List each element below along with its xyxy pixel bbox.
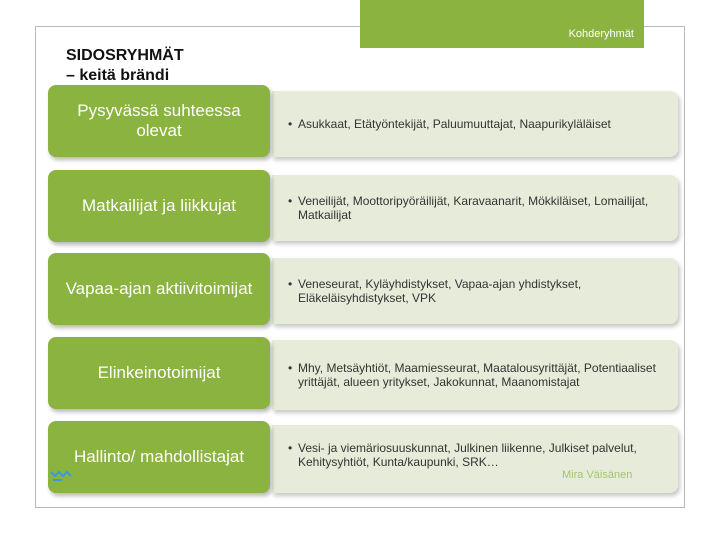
group-label: Vapaa-ajan aktiivitoimijat — [65, 279, 253, 298]
section-tab-label: Kohderyhmät — [568, 28, 634, 40]
group-description: Veneseurat, Kyläyhdistykset, Vapaa-ajan yhdistykset, Eläkeläisyhdistykset, VPK — [298, 277, 582, 305]
group-label: Hallinto/ mahdollistajat — [73, 447, 245, 466]
group-label-box — [48, 170, 270, 242]
group-label: Elinkeinotoimijat — [97, 363, 221, 382]
group-description-box — [272, 175, 678, 241]
section-tab — [360, 0, 644, 48]
heading-line-1: SIDOSRYHMÄT — [66, 47, 184, 64]
group-description-box — [272, 425, 678, 493]
logo-icon — [49, 468, 75, 484]
author-footer: Mira Väisänen — [562, 469, 633, 481]
group-label: Pysyvässä suhteessa olevat — [77, 101, 241, 140]
group-label-box — [48, 253, 270, 325]
bullet-icon: • — [288, 361, 293, 375]
group-label: Matkailijat ja liikkujat — [82, 196, 236, 215]
bullet-icon: • — [288, 277, 293, 291]
group-label-box — [48, 85, 270, 157]
bullet-icon: • — [288, 194, 293, 208]
group-description-box — [272, 258, 678, 324]
slide-heading — [66, 46, 266, 84]
group-description: Mhy, Metsäyhtiöt, Maamiesseurat, Maatalousyrittäjät, Potentiaaliset yrittäjät, alueen yritykset, Jakokunnat, Maanomistajat — [298, 361, 656, 389]
group-label-box — [48, 421, 270, 493]
group-description-box — [272, 340, 678, 410]
bullet-icon: • — [288, 441, 293, 455]
group-description: Vesi- ja viemäriosuuskunnat, Julkinen liikenne, Julkiset palvelut, Kehitysyhtiöt, Kunta/kaupunki, SRK… — [298, 441, 637, 469]
heading-line-2: – keitä brändi — [66, 67, 170, 84]
bullet-icon: • — [288, 117, 293, 131]
group-description: Veneilijät, Moottoripyöräilijät, Karavaanarit, Mökkiläiset, Lomailijat, Matkailijat — [298, 194, 649, 222]
group-label-box — [48, 337, 270, 409]
group-description-box — [272, 91, 678, 157]
group-description: Asukkaat, Etätyöntekijät, Paluumuuttajat, Naapurikyläläiset — [298, 117, 611, 131]
